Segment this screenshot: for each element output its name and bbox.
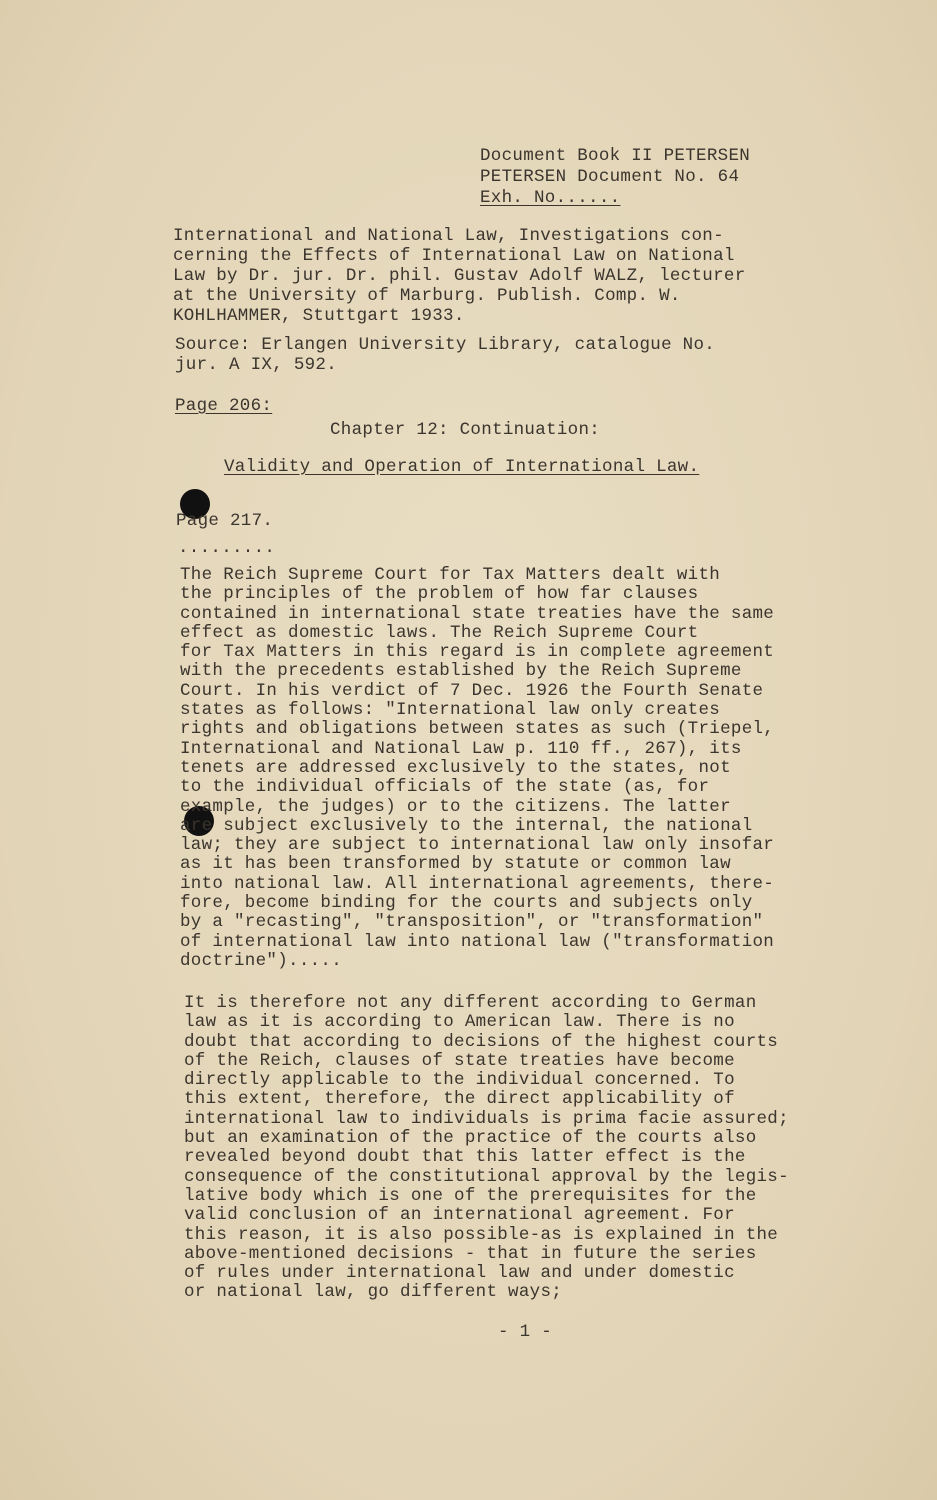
paragraph-line: example, the judges) or to the citizens. The latter: [180, 796, 731, 817]
title-line: Law by Dr. jur. Dr. phil. Gustav Adolf WALZ, lecturer: [173, 266, 746, 286]
paragraph-line: fore, become binding for the courts and subjects only: [180, 893, 753, 914]
paragraph: [184, 994, 864, 1303]
paragraph-line: are subject exclusively to the internal, the national: [180, 815, 753, 836]
paragraph-line: but an examination of the practice of the courts also: [184, 1128, 757, 1149]
source-citation: [175, 335, 715, 375]
paragraph-line: directly applicable to the individual concerned. To: [184, 1070, 735, 1091]
chapter-heading: Chapter 12: Continuation:: [330, 420, 601, 440]
page-number: - 1 -: [498, 1322, 553, 1342]
title-line: International and National Law, Investigations con-: [173, 226, 724, 246]
exhibit-number: Exh. No......: [480, 188, 621, 208]
paragraph-line: The Reich Supreme Court for Tax Matters dealt with: [180, 565, 721, 585]
paragraph-line: of international law into national law ("transformation: [180, 931, 775, 952]
page-reference: Page 217.: [176, 511, 274, 531]
paragraph-line: tenets are addressed exclusively to the states, not: [180, 757, 731, 778]
paragraph-line: consequence of the constitutional approval by the legis-: [184, 1166, 789, 1187]
book-title: [173, 226, 833, 326]
paragraph-line: international law to individuals is prima facie assured;: [184, 1108, 789, 1129]
title-line: at the University of Marburg. Publish. Comp. W.: [173, 286, 681, 306]
paragraph-line: into national law. All international agreements, there-: [180, 873, 775, 894]
paragraph-line: to the individual officials of the state (as, for: [180, 777, 710, 798]
source-line: Source: Erlangen University Library, catalogue No.: [175, 335, 716, 355]
paragraph-line: effect as domestic laws. The Reich Supreme Court: [180, 622, 699, 643]
ellipsis: .........: [178, 538, 276, 558]
paragraph: [180, 566, 860, 971]
paragraph-line: this extent, therefore, the direct applicability of: [184, 1089, 735, 1110]
paragraph-line: law as it is according to American law. There is no: [184, 1012, 735, 1033]
paragraph-line: contained in international state treaties have the same: [180, 603, 775, 624]
paragraph-line: by a "recasting", "transposition", or "transformation": [180, 912, 764, 933]
paragraph-line: this reason, it is also possible-as is explained in the: [184, 1224, 779, 1245]
header-line: Document Book II PETERSEN: [480, 146, 751, 166]
paragraph-line: It is therefore not any different according to German: [184, 993, 757, 1013]
paragraph-line: as it has been transformed by statute or common law: [180, 854, 731, 875]
paragraph-line: doubt that according to decisions of the highest courts: [184, 1031, 779, 1052]
title-line: cerning the Effects of International Law on National: [173, 246, 735, 266]
paragraph-line: with the precedents established by the Reich Supreme: [180, 661, 742, 682]
paragraph-line: for Tax Matters in this regard is in complete agreement: [180, 642, 775, 663]
paragraph-line: of the Reich, clauses of state treaties have become: [184, 1050, 735, 1071]
paragraph-line: valid conclusion of an international agreement. For: [184, 1205, 735, 1226]
paragraph-line: revealed beyond doubt that this latter effect is the: [184, 1147, 746, 1168]
page-reference: Page 206:: [175, 396, 273, 416]
paragraph-line: of rules under international law and under domestic: [184, 1263, 735, 1284]
paragraph-line: law; they are subject to international law only insofar: [180, 835, 775, 856]
paragraph-line: lative body which is one of the prerequisites for the: [184, 1185, 757, 1206]
paragraph-line: the principles of the problem of how far clauses: [180, 584, 699, 605]
paragraph-line: or national law, go different ways;: [184, 1282, 563, 1303]
paragraph-line: states as follows: "International law only creates: [180, 700, 721, 721]
header-line: PETERSEN Document No. 64: [480, 167, 740, 187]
section-title: Validity and Operation of International Law.: [224, 457, 700, 477]
paragraph-line: doctrine").....: [180, 950, 343, 971]
paragraph-line: International and National Law p. 110 ff., 267), its: [180, 738, 742, 759]
paragraph-line: Court. In his verdict of 7 Dec. 1926 the Fourth Senate: [180, 680, 764, 701]
paragraph-line: rights and obligations between states as such (Triepel,: [180, 719, 775, 740]
paragraph-line: above-mentioned decisions - that in future the series: [184, 1243, 757, 1264]
title-line: KOHLHAMMER, Stuttgart 1933.: [173, 306, 465, 326]
source-line: jur. A IX, 592.: [175, 355, 338, 375]
document-header: [480, 146, 750, 209]
